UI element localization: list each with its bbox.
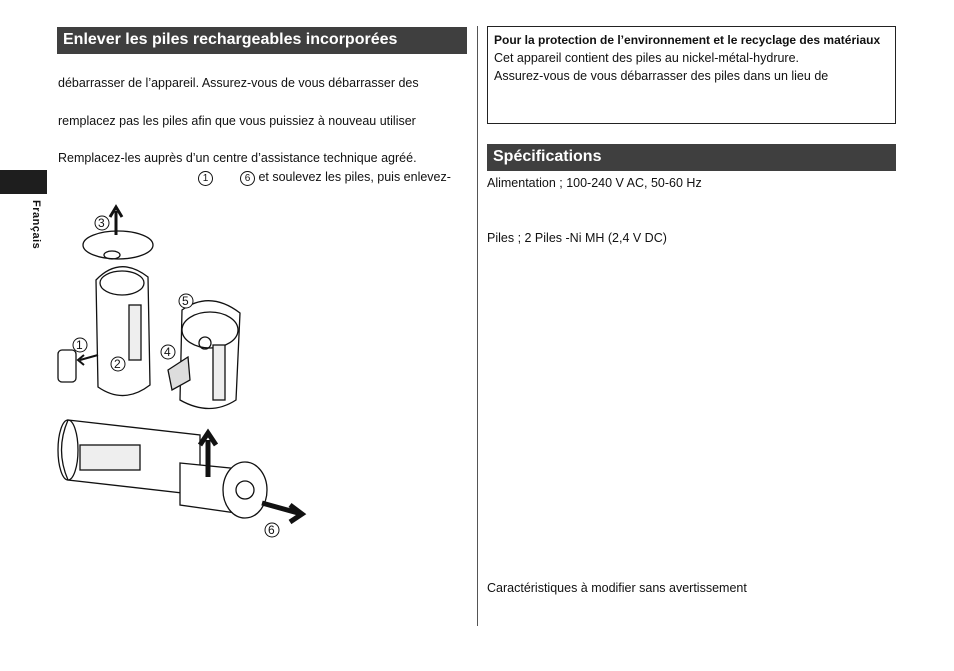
column-divider xyxy=(477,26,478,626)
section-heading-remove-batteries: Enlever les piles rechargeables incorporées xyxy=(57,27,467,54)
callout-1: 1 xyxy=(76,338,83,352)
paragraph-line-2: remplacez pas les piles afin que vous puissiez à nouveau utiliser xyxy=(58,114,416,128)
callout-6: 6 xyxy=(268,523,275,537)
environment-box-line-1: Cet appareil contient des piles au nickel-métal-hydrure. xyxy=(494,51,800,65)
section-heading-specifications: Spécifications xyxy=(487,144,896,171)
step-text: et soulevez les piles, puis enlevez- xyxy=(258,170,451,184)
step-line xyxy=(198,170,451,186)
top-cap xyxy=(83,231,153,259)
paragraph-line-3: Remplacez-les auprès d’un centre d’assistance technique agréé. xyxy=(58,151,417,165)
spec-power: Alimentation ; 100-240 V AC, 50-60 Hz xyxy=(487,176,702,190)
callout-3: 3 xyxy=(98,216,105,230)
switch-cover xyxy=(58,350,76,382)
step-from-number: 1 xyxy=(198,171,213,186)
callout-4: 4 xyxy=(164,345,171,359)
callout-5: 5 xyxy=(182,294,189,308)
paragraph-line-1: débarrasser de l’appareil. Assurez-vous de vous débarrasser des xyxy=(58,76,419,90)
callout-2: 2 xyxy=(114,357,121,371)
environment-box xyxy=(487,26,896,124)
environment-box-line-2: Assurez-vous de vous débarrasser des piles dans un lieu de xyxy=(494,69,829,83)
environment-box-title: Pour la protection de l’environnement et le recyclage des matériaux xyxy=(494,33,881,47)
battery-removal-illustration xyxy=(50,195,310,550)
shaver-body-left xyxy=(96,267,150,396)
shaver-body-right xyxy=(180,301,240,409)
side-tab xyxy=(0,170,47,194)
switch-arrow xyxy=(78,355,98,365)
spec-footer-note: Caractéristiques à modifier sans avertissement xyxy=(487,581,747,595)
step-to-number: 6 xyxy=(240,171,255,186)
battery-pull-arrow xyxy=(262,503,302,522)
side-tab-label: Français xyxy=(30,200,42,250)
spec-batteries: Piles ; 2 Piles -Ni MH (2,4 V DC) xyxy=(487,231,667,245)
